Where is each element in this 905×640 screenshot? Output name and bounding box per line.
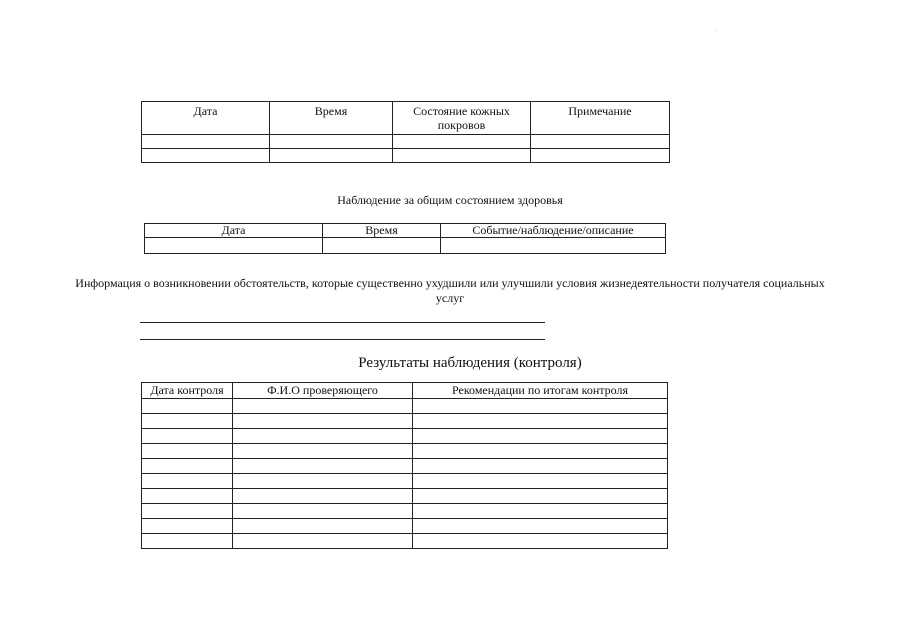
table-row bbox=[142, 519, 668, 534]
table-cell[interactable] bbox=[233, 504, 413, 519]
table-row bbox=[142, 489, 668, 504]
table-cell[interactable] bbox=[233, 444, 413, 459]
table-cell[interactable] bbox=[270, 149, 393, 163]
table-cell[interactable] bbox=[393, 149, 531, 163]
table-cell[interactable] bbox=[233, 474, 413, 489]
table-row bbox=[142, 459, 668, 474]
fill-in-line[interactable] bbox=[140, 339, 545, 340]
column-header-skin-condition: Состояние кожных покровов bbox=[393, 102, 531, 135]
table-cell[interactable] bbox=[441, 238, 666, 254]
column-header-recommendations: Рекомендации по итогам контроля bbox=[413, 383, 668, 399]
table-cell[interactable] bbox=[142, 444, 233, 459]
scan-mark: . bbox=[716, 28, 718, 34]
table-cell[interactable] bbox=[142, 429, 233, 444]
table-cell[interactable] bbox=[142, 504, 233, 519]
table-row bbox=[142, 135, 670, 149]
table-cell[interactable] bbox=[531, 149, 670, 163]
table-row bbox=[142, 534, 668, 549]
table-cell[interactable] bbox=[413, 519, 668, 534]
column-header-event: Событие/наблюдение/описание bbox=[441, 224, 666, 238]
table-cell[interactable] bbox=[233, 519, 413, 534]
table-cell[interactable] bbox=[531, 135, 670, 149]
table-cell[interactable] bbox=[393, 135, 531, 149]
health-observation-table bbox=[144, 223, 666, 254]
table-cell[interactable] bbox=[413, 534, 668, 549]
column-header-time: Время bbox=[323, 224, 441, 238]
table-row bbox=[142, 399, 668, 414]
table-cell[interactable] bbox=[142, 489, 233, 504]
table-cell[interactable] bbox=[413, 444, 668, 459]
table-row bbox=[142, 414, 668, 429]
column-header-date: Дата bbox=[145, 224, 323, 238]
table-row bbox=[145, 238, 666, 254]
table-cell[interactable] bbox=[233, 459, 413, 474]
table-header-row bbox=[145, 224, 666, 238]
table-cell[interactable] bbox=[233, 399, 413, 414]
table-cell[interactable] bbox=[413, 504, 668, 519]
table-cell[interactable] bbox=[142, 519, 233, 534]
table-cell[interactable] bbox=[142, 149, 270, 163]
table-cell[interactable] bbox=[142, 414, 233, 429]
table-cell[interactable] bbox=[413, 459, 668, 474]
table-cell[interactable] bbox=[142, 399, 233, 414]
table-header-row bbox=[142, 102, 670, 135]
table-cell[interactable] bbox=[142, 459, 233, 474]
table-cell[interactable] bbox=[233, 414, 413, 429]
health-section-title: Наблюдение за общим состоянием здоровья bbox=[337, 193, 563, 207]
table-cell[interactable] bbox=[142, 474, 233, 489]
table-cell[interactable] bbox=[142, 135, 270, 149]
table-cell[interactable] bbox=[413, 489, 668, 504]
table-row bbox=[142, 429, 668, 444]
column-header-time: Время bbox=[270, 102, 393, 135]
table-row bbox=[142, 444, 668, 459]
control-results-table bbox=[141, 382, 668, 549]
table-cell[interactable] bbox=[142, 534, 233, 549]
table-cell[interactable] bbox=[233, 534, 413, 549]
table-cell[interactable] bbox=[323, 238, 441, 254]
table-cell[interactable] bbox=[233, 489, 413, 504]
column-header-inspector-name: Ф.И.О проверяющего bbox=[233, 383, 413, 399]
table-cell[interactable] bbox=[233, 429, 413, 444]
table-cell[interactable] bbox=[413, 414, 668, 429]
table-cell[interactable] bbox=[145, 238, 323, 254]
results-table-body bbox=[142, 399, 668, 549]
table-cell[interactable] bbox=[413, 399, 668, 414]
table-row bbox=[142, 149, 670, 163]
skin-condition-table bbox=[141, 101, 670, 163]
column-header-note: Примечание bbox=[531, 102, 670, 135]
table-row bbox=[142, 474, 668, 489]
table-header-row bbox=[142, 383, 668, 399]
circumstances-info-label: Информация о возникновении обстоятельств, которые существенно ухудшили или улучшили условия жизнедеятельности получателя социальных услуг bbox=[75, 276, 825, 305]
table-cell[interactable] bbox=[270, 135, 393, 149]
table-cell[interactable] bbox=[413, 429, 668, 444]
table-row bbox=[142, 504, 668, 519]
fill-in-line[interactable] bbox=[140, 322, 545, 323]
column-header-control-date: Дата контроля bbox=[142, 383, 233, 399]
results-section-title: Результаты наблюдения (контроля) bbox=[358, 355, 582, 371]
column-header-date: Дата bbox=[142, 102, 270, 135]
table-cell[interactable] bbox=[413, 474, 668, 489]
